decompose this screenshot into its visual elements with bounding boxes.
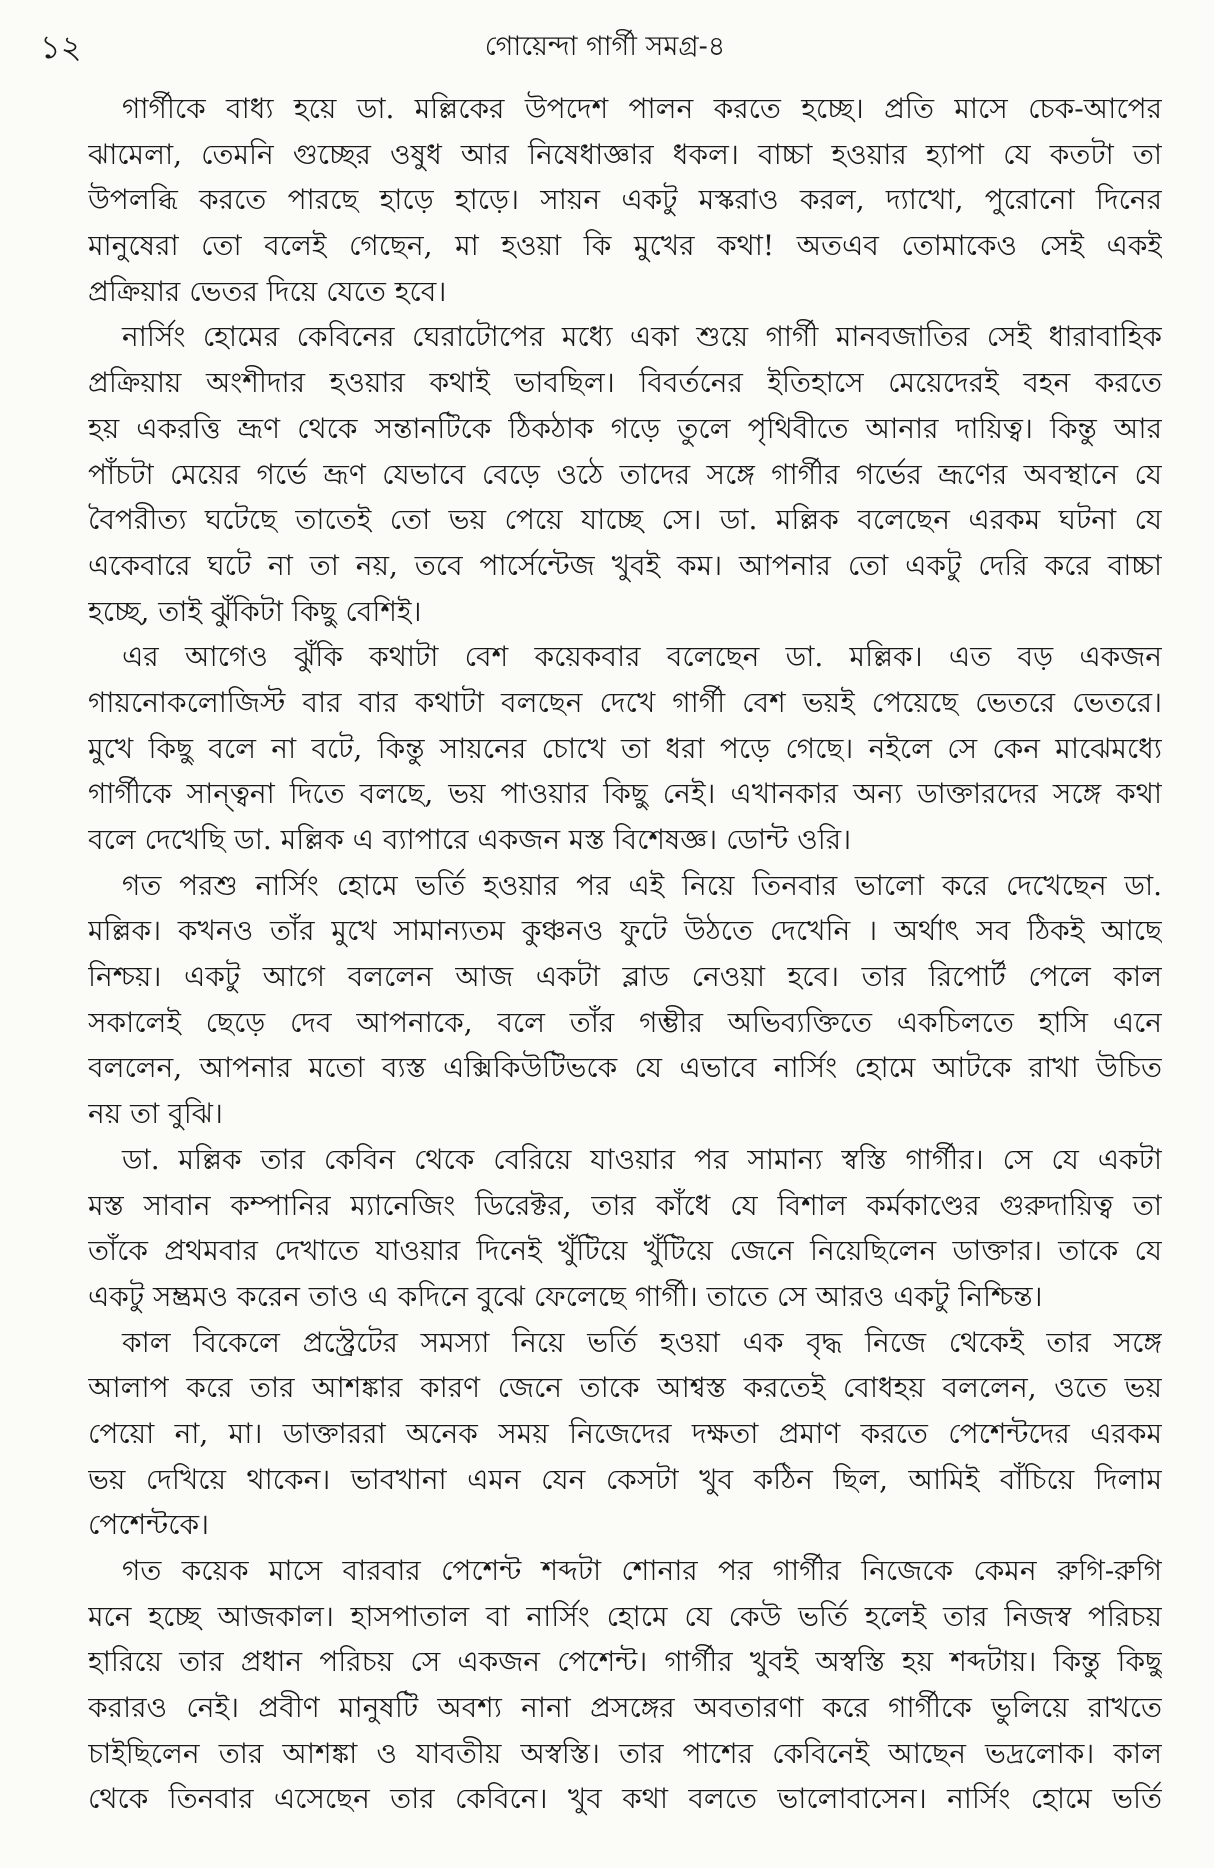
text-line: ডা. মল্লিক তার কেবিন থেকে বেরিয়ে যাওয়ার পর সামান্য স্বস্তি গার্গীর। সে যে একটা: [122, 1142, 1162, 1176]
text-line: নার্সিং হোমের কেবিনের ঘেরাটোপের মধ্যে একা শুয়ে গার্গী মানবজাতির সেই ধারাবাহিক: [122, 320, 1162, 354]
text-line: গার্গীকে বাধ্য হয়ে ডা. মল্লিকের উপদেশ পালন করতে হচ্ছে। প্রতি মাসে চেক-আপের: [122, 92, 1162, 125]
text-line: মুখে কিছু বলে না বটে, কিন্তু সায়নের চোখে তা ধরা পড়ে গেছে। নইলে সে কেন মাঝেমধ্যে: [88, 731, 1162, 765]
text-line: এর আগেও ঝুঁকি কথাটা বেশ কয়েকবার বলেছেন ডা. মল্লিক। এত বড় একজন: [122, 640, 1162, 674]
text-line: হয় একরত্তি ভ্রূণ থেকে সন্তানটিকে ঠিকঠাক গড়ে তুলে পৃথিবীতে আনার দায়িত্ব। কিন্তু আর: [88, 411, 1162, 445]
text-line: উপলব্ধি করতে পারছে হাড়ে হাড়ে। সায়ন একটু মস্করাও করল, দ্যাখো, পুরোনো দিনের: [88, 183, 1162, 217]
text-line: ঝামেলা, তেমনি গুচ্ছের ওষুধ আর নিষেধাজ্ঞার ধকল। বাচ্চা হওয়ার হ্যাপা যে কতটা তা: [88, 137, 1162, 171]
text-line: প্রক্রিয়ার ভেতর দিয়ে যেতে হবে।: [88, 274, 447, 308]
text-line: মল্লিক। কখনও তাঁর মুখে সামান্যতম কুঞ্চনও ফুটে উঠতে দেখেনি । অর্থাৎ সব ঠিকই আছে: [88, 914, 1162, 948]
paragraph: [88, 86, 1162, 314]
paragraph: [88, 1548, 1162, 1822]
text-line: সকালেই ছেড়ে দেব আপনাকে, বলে তাঁর গম্ভীর অভিব্যক্তিতে একচিলতে হাসি এনে: [88, 1005, 1162, 1039]
text-line: পেশেন্টকে।: [88, 1508, 210, 1542]
page-header: [40, 22, 1170, 72]
paragraph: [88, 1320, 1162, 1548]
text-line: থেকে তিনবার এসেছেন তার কেবিনে। খুব কথা বলতে ভালোবাসেন। নার্সিং হোমে ভর্তি: [88, 1782, 1162, 1816]
text-line: গত কয়েক মাসে বারবার পেশেন্ট শব্দটা শোনার পর গার্গীর নিজেকে কেমন রুগি-রুগি: [122, 1554, 1162, 1587]
text-line: আলাপ করে তার আশঙ্কার কারণ জেনে তাকে আশ্বস্ত করতেই বোধহয় বললেন, ওতে ভয়: [88, 1371, 1162, 1405]
text-line: তাঁকে প্রথমবার দেখাতে যাওয়ার দিনেই খুঁটিয়ে খুঁটিয়ে জেনে নিয়েছিলেন ডাক্তার। তাকে যে: [88, 1234, 1162, 1268]
text-line: বৈপরীত্য ঘটেছে তাতেই তো ভয় পেয়ে যাচ্ছে সে। ডা. মল্লিক বলেছেন এরকম ঘটনা যে: [88, 503, 1162, 537]
paragraph: [88, 863, 1162, 1137]
text-line: মস্ত সাবান কম্পানির ম্যানেজিং ডিরেক্টর, তার কাঁধে যে বিশাল কর্মকাণ্ডের গুরুদায়িত্ব তা: [88, 1188, 1162, 1222]
text-line: মানুষেরা তো বলেই গেছেন, মা হওয়া কি মুখের কথা! অতএব তোমাকেও সেই একই: [88, 229, 1162, 263]
page-number: ১২: [40, 28, 82, 66]
paragraph: [88, 1137, 1162, 1320]
text-line: বললেন, আপনার মতো ব্যস্ত এক্সিকিউটিভকে যে এভাবে নার্সিং হোমে আটকে রাখা উচিত: [88, 1051, 1162, 1085]
text-line: চাইছিলেন তার আশঙ্কা ও যাবতীয় অস্বস্তি। তার পাশের কেবিনেই আছেন ভদ্রলোক। কাল: [88, 1736, 1162, 1770]
body-text: [88, 86, 1162, 1822]
text-line: একটু সম্ভ্রমও করেন তাও এ কদিনে বুঝে ফেলেছে গার্গী। তাতে সে আরও একটু নিশ্চিন্ত।: [88, 1279, 1043, 1313]
text-line: কাল বিকেলে প্রস্ট্রেটের সমস্যা নিয়ে ভর্তি হওয়া এক বৃদ্ধ নিজে থেকেই তার সঙ্গে: [122, 1325, 1162, 1359]
paragraph: [88, 314, 1162, 634]
text-line: ভয় দেখিয়ে থাকেন। ভাবখানা এমন যেন কেসটা খুব কঠিন ছিল, আমিই বাঁচিয়ে দিলাম: [88, 1462, 1162, 1496]
text-line: করারও নেই। প্রবীণ মানুষটি অবশ্য নানা প্রসঙ্গের অবতারণা করে গার্গীকে ভুলিয়ে রাখতে: [88, 1691, 1162, 1725]
text-line: পেয়ো না, মা। ডাক্তাররা অনেক সময় নিজেদের দক্ষতা প্রমাণ করতে পেশেন্টদের এরকম: [88, 1416, 1162, 1450]
text-line: প্রক্রিয়ায় অংশীদার হওয়ার কথাই ভাবছিল। বিবর্তনের ইতিহাসে মেয়েদেরই বহন করতে: [88, 366, 1162, 400]
text-line: নয় তা বুঝি।: [88, 1097, 223, 1131]
paragraph: [88, 634, 1162, 862]
text-line: গায়নোকলোজিস্ট বার বার কথাটা বলছেন দেখে গার্গী বেশ ভয়ই পেয়েছে ভেতরে ভেতরে।: [88, 685, 1162, 719]
text-line: পাঁচটা মেয়ের গর্ভে ভ্রূণ যেভাবে বেড়ে ওঠে তাদের সঙ্গে গার্গীর গর্ভের ভ্রূণের অবস্থানে যে: [88, 457, 1162, 491]
running-title: গোয়েন্দা গার্গী সমগ্র-৪: [484, 31, 726, 62]
text-line: গার্গীকে সান্ত্বনা দিতে বলছে, ভয় পাওয়ার কিছু নেই। এখানকার অন্য ডাক্তারদের সঙ্গে কথা: [88, 777, 1162, 811]
text-line: বলে দেখেছি ডা. মল্লিক এ ব্যাপারে একজন মস্ত বিশেষজ্ঞ। ডোন্ট ওরি।: [88, 823, 852, 856]
text-line: নিশ্চয়। একটু আগে বললেন আজ একটা ব্লাড নেওয়া হবে। তার রিপোর্ট পেলে কাল: [88, 960, 1162, 994]
text-line: গত পরশু নার্সিং হোমে ভর্তি হওয়ার পর এই নিয়ে তিনবার ভালো করে দেখেছেন ডা.: [122, 868, 1162, 902]
text-line: হারিয়ে তার প্রধান পরিচয় সে একজন পেশেন্ট। গার্গীর খুবই অস্বস্তি হয় শব্দটায়। কিন্তু কিছু: [88, 1645, 1162, 1679]
text-line: একেবারে ঘটে না তা নয়, তবে পার্সেন্টেজ খুবই কম। আপনার তো একটু দেরি করে বাচ্চা: [88, 548, 1162, 582]
text-line: মনে হচ্ছে আজকাল। হাসপাতাল বা নার্সিং হোমে যে কেউ ভর্তি হলেই তার নিজস্ব পরিচয়: [88, 1599, 1162, 1633]
text-line: হচ্ছে, তাই ঝুঁকিটা কিছু বেশিই।: [88, 594, 422, 628]
